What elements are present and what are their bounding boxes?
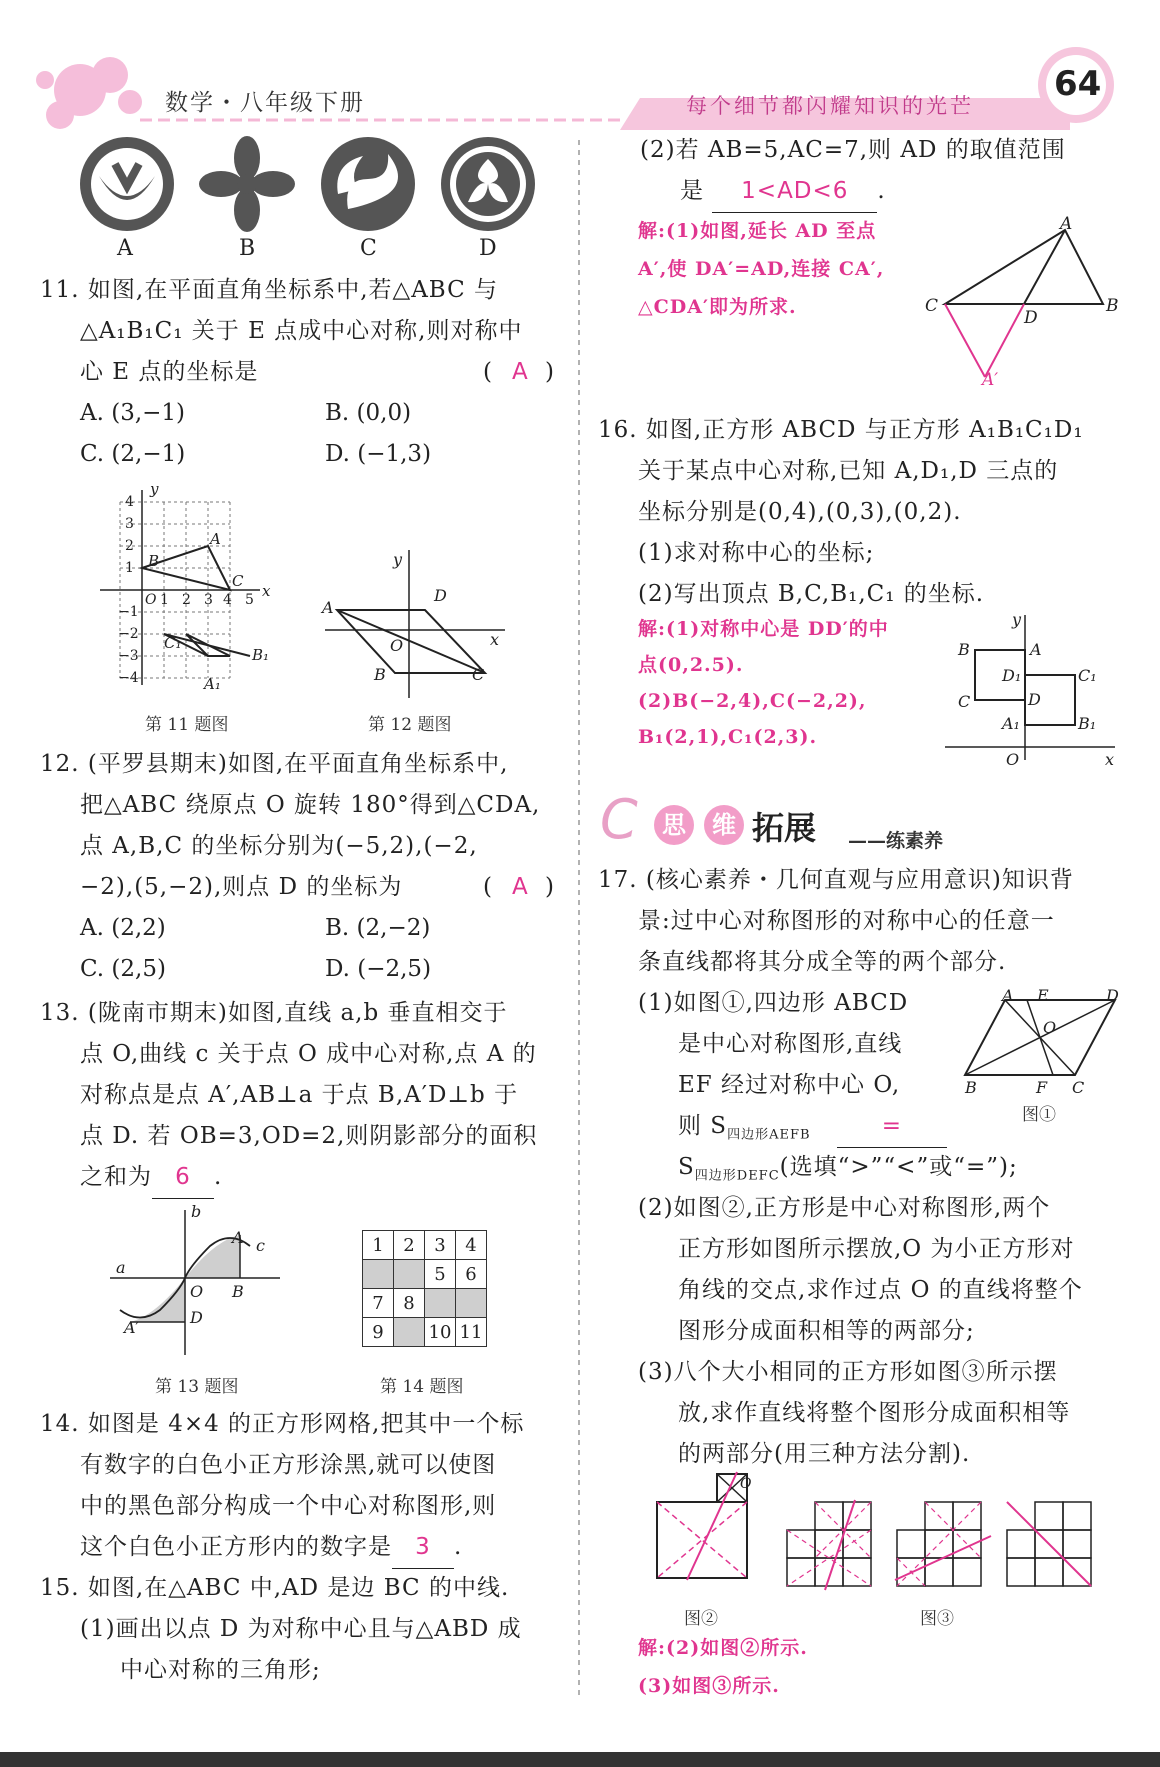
q14-line2: 有数字的白色小正方形涂黑,就可以使图 xyxy=(80,1452,497,1478)
q17-line3: 条直线都将其分成全等的两个部分. xyxy=(638,949,1007,975)
q13-fig-c-curve-label: c xyxy=(256,1236,265,1255)
logo-label-a: A xyxy=(117,236,133,261)
q15-fig-b-label: B xyxy=(1106,296,1119,316)
q11-fig-ytick-3: 3 xyxy=(125,516,134,532)
q13-fig-b-axis-label: b xyxy=(191,1202,202,1221)
page-number: 64 xyxy=(1054,64,1102,104)
q12-line3: 点 A,B,C 的坐标分别为(−5,2),(−2, xyxy=(80,833,478,859)
q17-fig3-caption: 图③ xyxy=(920,1609,954,1629)
q12-fig-a-label: A xyxy=(322,598,334,617)
grid-cell: 6 xyxy=(456,1260,487,1289)
q11-fig-xtick-4: 4 xyxy=(223,592,232,608)
q12-fig-c-label: C xyxy=(472,665,485,684)
q17-part2-line4: 图形分成面积相等的两部分; xyxy=(678,1318,975,1344)
q11-fig-ytick-m1: −1 xyxy=(118,604,139,620)
q17-part3-line2: 放,求作直线将整个图形分成面积相等 xyxy=(678,1400,1071,1426)
q17-part2-line1: (2)如图②,正方形是中心对称图形,两个 xyxy=(638,1195,1051,1221)
q12-line1: 12. (平罗县期末)如图,在平面直角坐标系中, xyxy=(40,751,509,777)
q16-line3: 坐标分别是(0,4),(0,3),(0,2). xyxy=(638,499,962,525)
q17-fig2-caption: 图② xyxy=(684,1609,718,1629)
q16-line1: 16. 如图,正方形 ABCD 与正方形 A₁B₁C₁D₁ xyxy=(598,417,1084,443)
section-circle-1: 思 xyxy=(654,805,694,845)
page-bottom-edge xyxy=(0,1752,1160,1767)
q14-answer: 3 xyxy=(392,1527,454,1569)
q13-fig-A1-label: A′ xyxy=(124,1318,140,1337)
q16-fig-d-label: D xyxy=(1028,690,1041,709)
q11-line1: 11. 如图,在平面直角坐标系中,若△ABC 与 xyxy=(40,277,499,303)
q17-fig1-caption: 图① xyxy=(1022,1105,1056,1125)
q14-line4-prefix: 这个白色小正方形内的数字是 xyxy=(80,1534,392,1560)
q15-figure xyxy=(935,222,1125,382)
q17-part2-line3: 角线的交点,求作过点 O 的直线将整个 xyxy=(678,1277,1083,1303)
q14-grid xyxy=(362,1230,487,1347)
grid-cell: 1 xyxy=(363,1231,394,1260)
q15-solution-line1: 解:(1)如图,延长 AD 至点 xyxy=(638,220,877,242)
column-divider xyxy=(578,140,580,1700)
q13-line3: 对称点是点 A′,AB⊥a 于点 B,A′D⊥b 于 xyxy=(80,1082,519,1108)
q16-fig-d1-label: D₁ xyxy=(1002,666,1022,685)
section-letter: C xyxy=(600,788,638,851)
q13-answer: 6 xyxy=(152,1157,214,1199)
q12-fig-d-label: D xyxy=(434,586,447,605)
q15-line2: (1)画出以点 D 为对称中心且与△ABD 成 xyxy=(80,1616,522,1642)
q17-part1-answer: = xyxy=(837,1106,947,1148)
q16-fig-a1-label: A₁ xyxy=(1002,714,1020,733)
q12-option-c: C. (2,5) xyxy=(80,956,166,982)
q16-line4: (1)求对称中心的坐标; xyxy=(638,540,875,566)
q16-solution-line4: B₁(2,1),C₁(2,3). xyxy=(638,726,818,748)
logo-b-icon xyxy=(197,134,297,234)
q13-fig-A-label: A xyxy=(232,1228,244,1247)
q16-fig-o-label: O xyxy=(1006,750,1020,769)
q14-line1: 14. 如图是 4×4 的正方形网格,把其中一个标 xyxy=(40,1411,525,1437)
book-title: 数学・八年级下册 xyxy=(165,90,365,116)
q11-fig-x-label: x xyxy=(262,582,271,600)
section-title: 拓展 xyxy=(752,809,817,847)
q17-fig1-c-label: C xyxy=(1072,1078,1085,1097)
q17-fig1-e-label: E xyxy=(1037,986,1049,1005)
q11-line2: △A₁B₁C₁ 关于 E 点成中心对称,则对称中 xyxy=(80,318,523,344)
q12-fig-o-label: O xyxy=(390,636,404,655)
q12-fig-b-label: B xyxy=(374,665,386,684)
q17-part1-line1: (1)如图①,四边形 ABCD xyxy=(638,990,909,1016)
q17-fig2-o-label: O xyxy=(740,1476,752,1492)
q11-fig-ytick-2: 2 xyxy=(125,538,134,554)
q17-part3-line3: 的两部分(用三种方法分割). xyxy=(678,1441,971,1467)
q16-fig-x-label: x xyxy=(1105,750,1115,769)
grid-cell-shaded xyxy=(394,1318,425,1347)
q15-line4: (2)若 AB=5,AC=7,则 AD 的取值范围 xyxy=(640,137,1066,163)
q14-line4-suffix: . xyxy=(454,1534,463,1560)
q11-fig-c-label: C xyxy=(232,572,244,590)
q13-fig-D-label: D xyxy=(190,1308,203,1327)
q12-option-a: A. (2,2) xyxy=(80,915,166,941)
q17-part1-line4-prefix: 则 S xyxy=(678,1113,728,1139)
grid-cell: 5 xyxy=(425,1260,456,1289)
q17-part1-line5-suffix: (选填“>”“<”或“=”); xyxy=(779,1154,1018,1180)
q15-fig-c-label: C xyxy=(925,296,939,316)
grid-cell-shaded xyxy=(425,1289,456,1318)
q11-fig-b-label: B xyxy=(148,552,160,570)
logo-a-icon xyxy=(77,134,177,234)
q17-fig1-a-label: A xyxy=(1002,986,1014,1005)
q17-part1-line2: 是中心对称图形,直线 xyxy=(678,1031,903,1057)
q15-solution-line2: A′,使 DA′=AD,连接 CA′, xyxy=(638,258,885,280)
q13-fig-a-axis-label: a xyxy=(116,1258,126,1277)
q16-line2: 关于某点中心对称,已知 A,D₁,D 三点的 xyxy=(638,458,1059,484)
grid-cell: 11 xyxy=(456,1318,487,1347)
grid-cell: 9 xyxy=(363,1318,394,1347)
q16-solution-line1: 解:(1)对称中心是 DD′的中 xyxy=(638,618,889,640)
grid-cell-shaded xyxy=(363,1260,394,1289)
q12-option-d: D. (−2,5) xyxy=(325,956,432,982)
q16-fig-b-label: B xyxy=(958,640,970,659)
logo-label-c: C xyxy=(360,236,377,261)
q12-fig-y-label: y xyxy=(393,550,403,569)
q15-line3: 中心对称的三角形; xyxy=(120,1657,321,1683)
q11-option-c: C. (2,−1) xyxy=(80,441,186,467)
q16-line5: (2)写出顶点 B,C,B₁,C₁ 的坐标. xyxy=(638,581,985,607)
q17-figure1 xyxy=(965,990,1125,1090)
q11-fig-xtick-3: 3 xyxy=(204,592,213,608)
q17-fig1-o-label: O xyxy=(1043,1018,1057,1037)
q11-fig-o-label: O xyxy=(145,592,157,608)
q11-fig-b1-label: B₁ xyxy=(252,646,270,664)
q17-part1-sub2: 四边形DEFC xyxy=(694,1168,780,1184)
q14-figure-caption: 第 14 题图 xyxy=(380,1377,464,1397)
q11-bracket-open: ( xyxy=(483,359,493,385)
q11-fig-ytick-m3: −3 xyxy=(118,648,139,664)
q13-line5-prefix: 之和为 xyxy=(80,1164,152,1190)
q17-part1-line3: EF 经过对称中心 O, xyxy=(678,1072,901,1098)
q16-fig-a-label: A xyxy=(1030,640,1042,659)
q17-fig1-b-label: B xyxy=(965,1078,977,1097)
grid-cell-shaded xyxy=(456,1289,487,1318)
q16-solution-line3: (2)B(−2,4),C(−2,2), xyxy=(638,690,867,712)
grid-cell: 3 xyxy=(425,1231,456,1260)
q11-fig-xtick-5: 5 xyxy=(245,592,254,608)
q15-line5-prefix: 是 xyxy=(680,178,704,204)
q12-line4: −2),(5,−2),则点 D 的坐标为 xyxy=(80,874,403,900)
q15-answer: 1<AD<6 xyxy=(712,171,877,213)
q13-fig-O-label: O xyxy=(190,1282,204,1301)
q12-answer: A xyxy=(512,874,529,900)
q12-fig-x-label: x xyxy=(490,630,500,649)
q17-figure3-method1 xyxy=(785,1500,885,1600)
q17-part2-line2: 正方形如图所示摆放,O 为小正方形对 xyxy=(678,1236,1075,1262)
logo-d-icon xyxy=(438,134,538,234)
logo-c-icon xyxy=(318,134,418,234)
q13-line2: 点 O,曲线 c 关于点 O 成中心对称,点 A 的 xyxy=(80,1041,537,1067)
q15-solution-line3: △CDA′即为所求. xyxy=(638,296,797,318)
q11-fig-xtick-2: 2 xyxy=(182,592,191,608)
q16-fig-y-label: y xyxy=(1012,610,1022,629)
header-motto: 每个细节都闪耀知识的光芒 xyxy=(686,94,974,118)
q13-line1: 13. (陇南市期末)如图,直线 a,b 垂直相交于 xyxy=(40,1000,508,1026)
grid-cell: 2 xyxy=(394,1231,425,1260)
q17-figure3-method3 xyxy=(1005,1500,1105,1600)
q17-line1: 17. (核心素养・几何直观与应用意识)知识背 xyxy=(598,867,1074,893)
q17-solution-line1: 解:(2)如图②所示. xyxy=(638,1637,808,1659)
q15-fig-d-label: D xyxy=(1024,308,1038,328)
q11-option-a: A. (3,−1) xyxy=(80,400,186,426)
q15-fig-a-label: A xyxy=(1060,214,1073,234)
q17-part1-sub1: 四边形AEFB xyxy=(727,1127,811,1143)
q17-line2: 景:过中心对称图形的对称中心的任意一 xyxy=(638,908,1055,934)
q12-line2: 把△ABC 绕原点 O 旋转 180°得到△CDA, xyxy=(80,792,541,818)
q11-option-d: D. (−1,3) xyxy=(325,441,432,467)
q12-option-b: B. (2,−2) xyxy=(325,915,431,941)
grid-cell: 10 xyxy=(425,1318,456,1347)
q15-line1: 15. 如图,在△ABC 中,AD 是边 BC 的中线. xyxy=(40,1575,510,1601)
q11-fig-ytick-4: 4 xyxy=(125,494,134,510)
q17-figure3-method2 xyxy=(895,1500,995,1600)
q11-answer: A xyxy=(512,359,529,385)
q17-fig1-d-label: D xyxy=(1106,986,1119,1005)
grid-cell-shaded xyxy=(394,1260,425,1289)
q12-figure-caption: 第 12 题图 xyxy=(368,715,452,735)
q11-fig-ytick-1: 1 xyxy=(125,560,134,576)
logo-label-b: B xyxy=(239,236,256,261)
q11-figure-caption: 第 11 题图 xyxy=(145,715,229,735)
q17-solution-line2: (3)如图③所示. xyxy=(638,1675,780,1697)
q11-fig-ytick-m4: −4 xyxy=(118,670,139,686)
section-circle-2: 维 xyxy=(704,805,744,845)
q11-line3: 心 E 点的坐标是 xyxy=(80,359,259,385)
q16-fig-c1-label: C₁ xyxy=(1078,666,1097,685)
q14-line3: 中的黑色部分构成一个中心对称图形,则 xyxy=(80,1493,497,1519)
q11-fig-a1-label: A₁ xyxy=(204,675,221,693)
q13-fig-B-label: B xyxy=(232,1282,244,1301)
q15-fig-a1-label: A′ xyxy=(982,370,999,390)
q16-solution-line2: 点(0,2.5). xyxy=(638,654,744,676)
q11-fig-c1-label: C₁ xyxy=(164,634,182,652)
q17-fig1-f-label: F xyxy=(1036,1078,1048,1097)
q11-fig-xtick-1: 1 xyxy=(160,592,169,608)
q16-fig-b1-label: B₁ xyxy=(1078,714,1097,733)
q13-line5-suffix: . xyxy=(214,1164,223,1190)
q12-bracket-open: ( xyxy=(483,874,493,900)
q16-fig-c-label: C xyxy=(958,692,971,711)
grid-cell: 7 xyxy=(363,1289,394,1318)
section-subtitle: ——练素养 xyxy=(848,830,944,852)
logo-label-d: D xyxy=(479,236,497,261)
q12-figure xyxy=(325,550,515,700)
q11-option-b: B. (0,0) xyxy=(325,400,412,426)
q15-line5-suffix: . xyxy=(877,178,886,204)
q11-fig-a-label: A xyxy=(210,530,221,548)
q11-fig-ytick-m2: −2 xyxy=(118,626,139,642)
q11-bracket-close: ) xyxy=(545,359,555,385)
q13-figure-caption: 第 13 题图 xyxy=(155,1377,239,1397)
q11-fig-y-label: y xyxy=(150,480,159,498)
q12-bracket-close: ) xyxy=(545,874,555,900)
grid-cell: 4 xyxy=(456,1231,487,1260)
q13-line4: 点 D. 若 OB=3,OD=2,则阴影部分的面积 xyxy=(80,1123,538,1149)
q17-part3-line1: (3)八个大小相同的正方形如图③所示摆 xyxy=(638,1359,1058,1385)
grid-cell: 8 xyxy=(394,1289,425,1318)
